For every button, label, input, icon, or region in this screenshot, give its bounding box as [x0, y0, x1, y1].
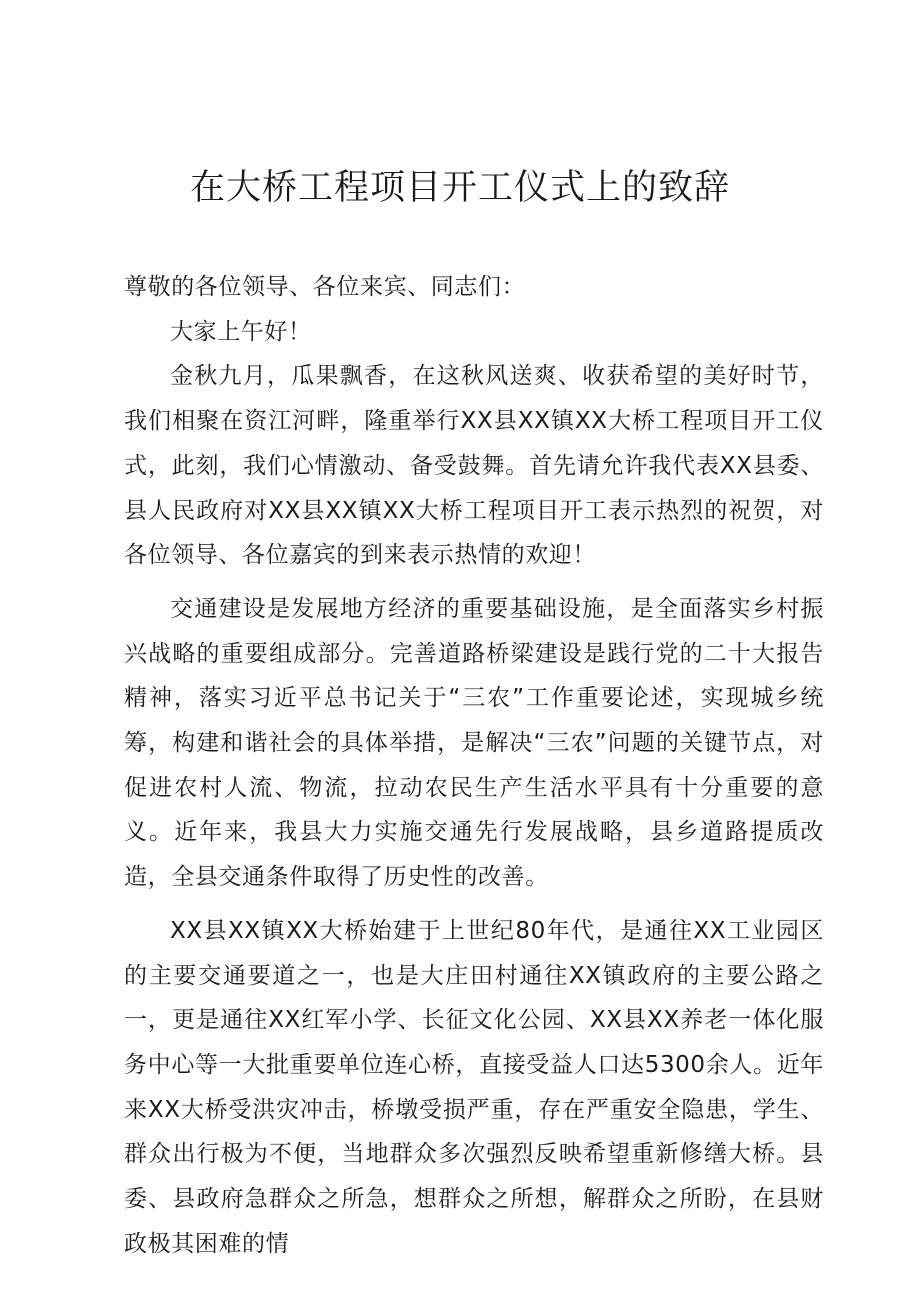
document-title: 在大桥工程项目开工仪式上的致辞: [189, 168, 730, 208]
paragraph-celebration: 金秋九月，瓜果飘香，在这秋风送爽、收获希望的美好时节，我们相聚在资江河畔，隆重举行XX县XX镇XX大桥工程项目开工仪式，此刻，我们心情激动、备受鼓舞。首先请允许我代表XX县委、县人民政府对XX县XX镇XX大桥工程项目开工表示热烈的祝贺，对各位领导、各位嘉宾的到来表示热情的欢迎！: [124, 363, 824, 569]
paragraph-transport-construction: 交通建设是发展地方经济的重要基础设施，是全面落实乡村振兴战略的重要组成部分。完善道路桥梁建设是践行党的二十大报告精神，落实习近平总书记关于“三农”工作重要论述，实现城乡统筹，构建和谐社会的具体举措，是解决“三农”问题的关键节点，对促进农村人流、物流，拉动农民生产生活水平具有十分重要的意义。近年来，我县大力实施交通先行发展战略，县乡道路提质改造，全县交通条件取得了历史性的改善。: [124, 595, 824, 891]
salutation: 尊敬的各位领导、各位来宾、同志们：: [124, 274, 526, 300]
paragraph-bridge-history: XX县XX镇XX大桥始建于上世纪80年代，是通往XX工业园区的主要交通要道之一，也是大庄田村通往XX镇政府的主要公路之一，更是通往XX红军小学、长征文化公园、XX县XX养老一体化服务中心等一大批重要单位连心桥，直接受益人口达5300余人。近年来XX大桥受洪灾冲击，桥墩受损严重，存在严重安全隐患，学生、群众出行极为不便，当地群众多次强烈反映希望重新修缮大桥。县委、县政府急群众之所急，想群众之所想，解群众之所盼，在县财政极其困难的情: [124, 917, 824, 1257]
document-body: [124, 265, 824, 1266]
opening-greeting: 大家上午好！: [170, 318, 312, 345]
